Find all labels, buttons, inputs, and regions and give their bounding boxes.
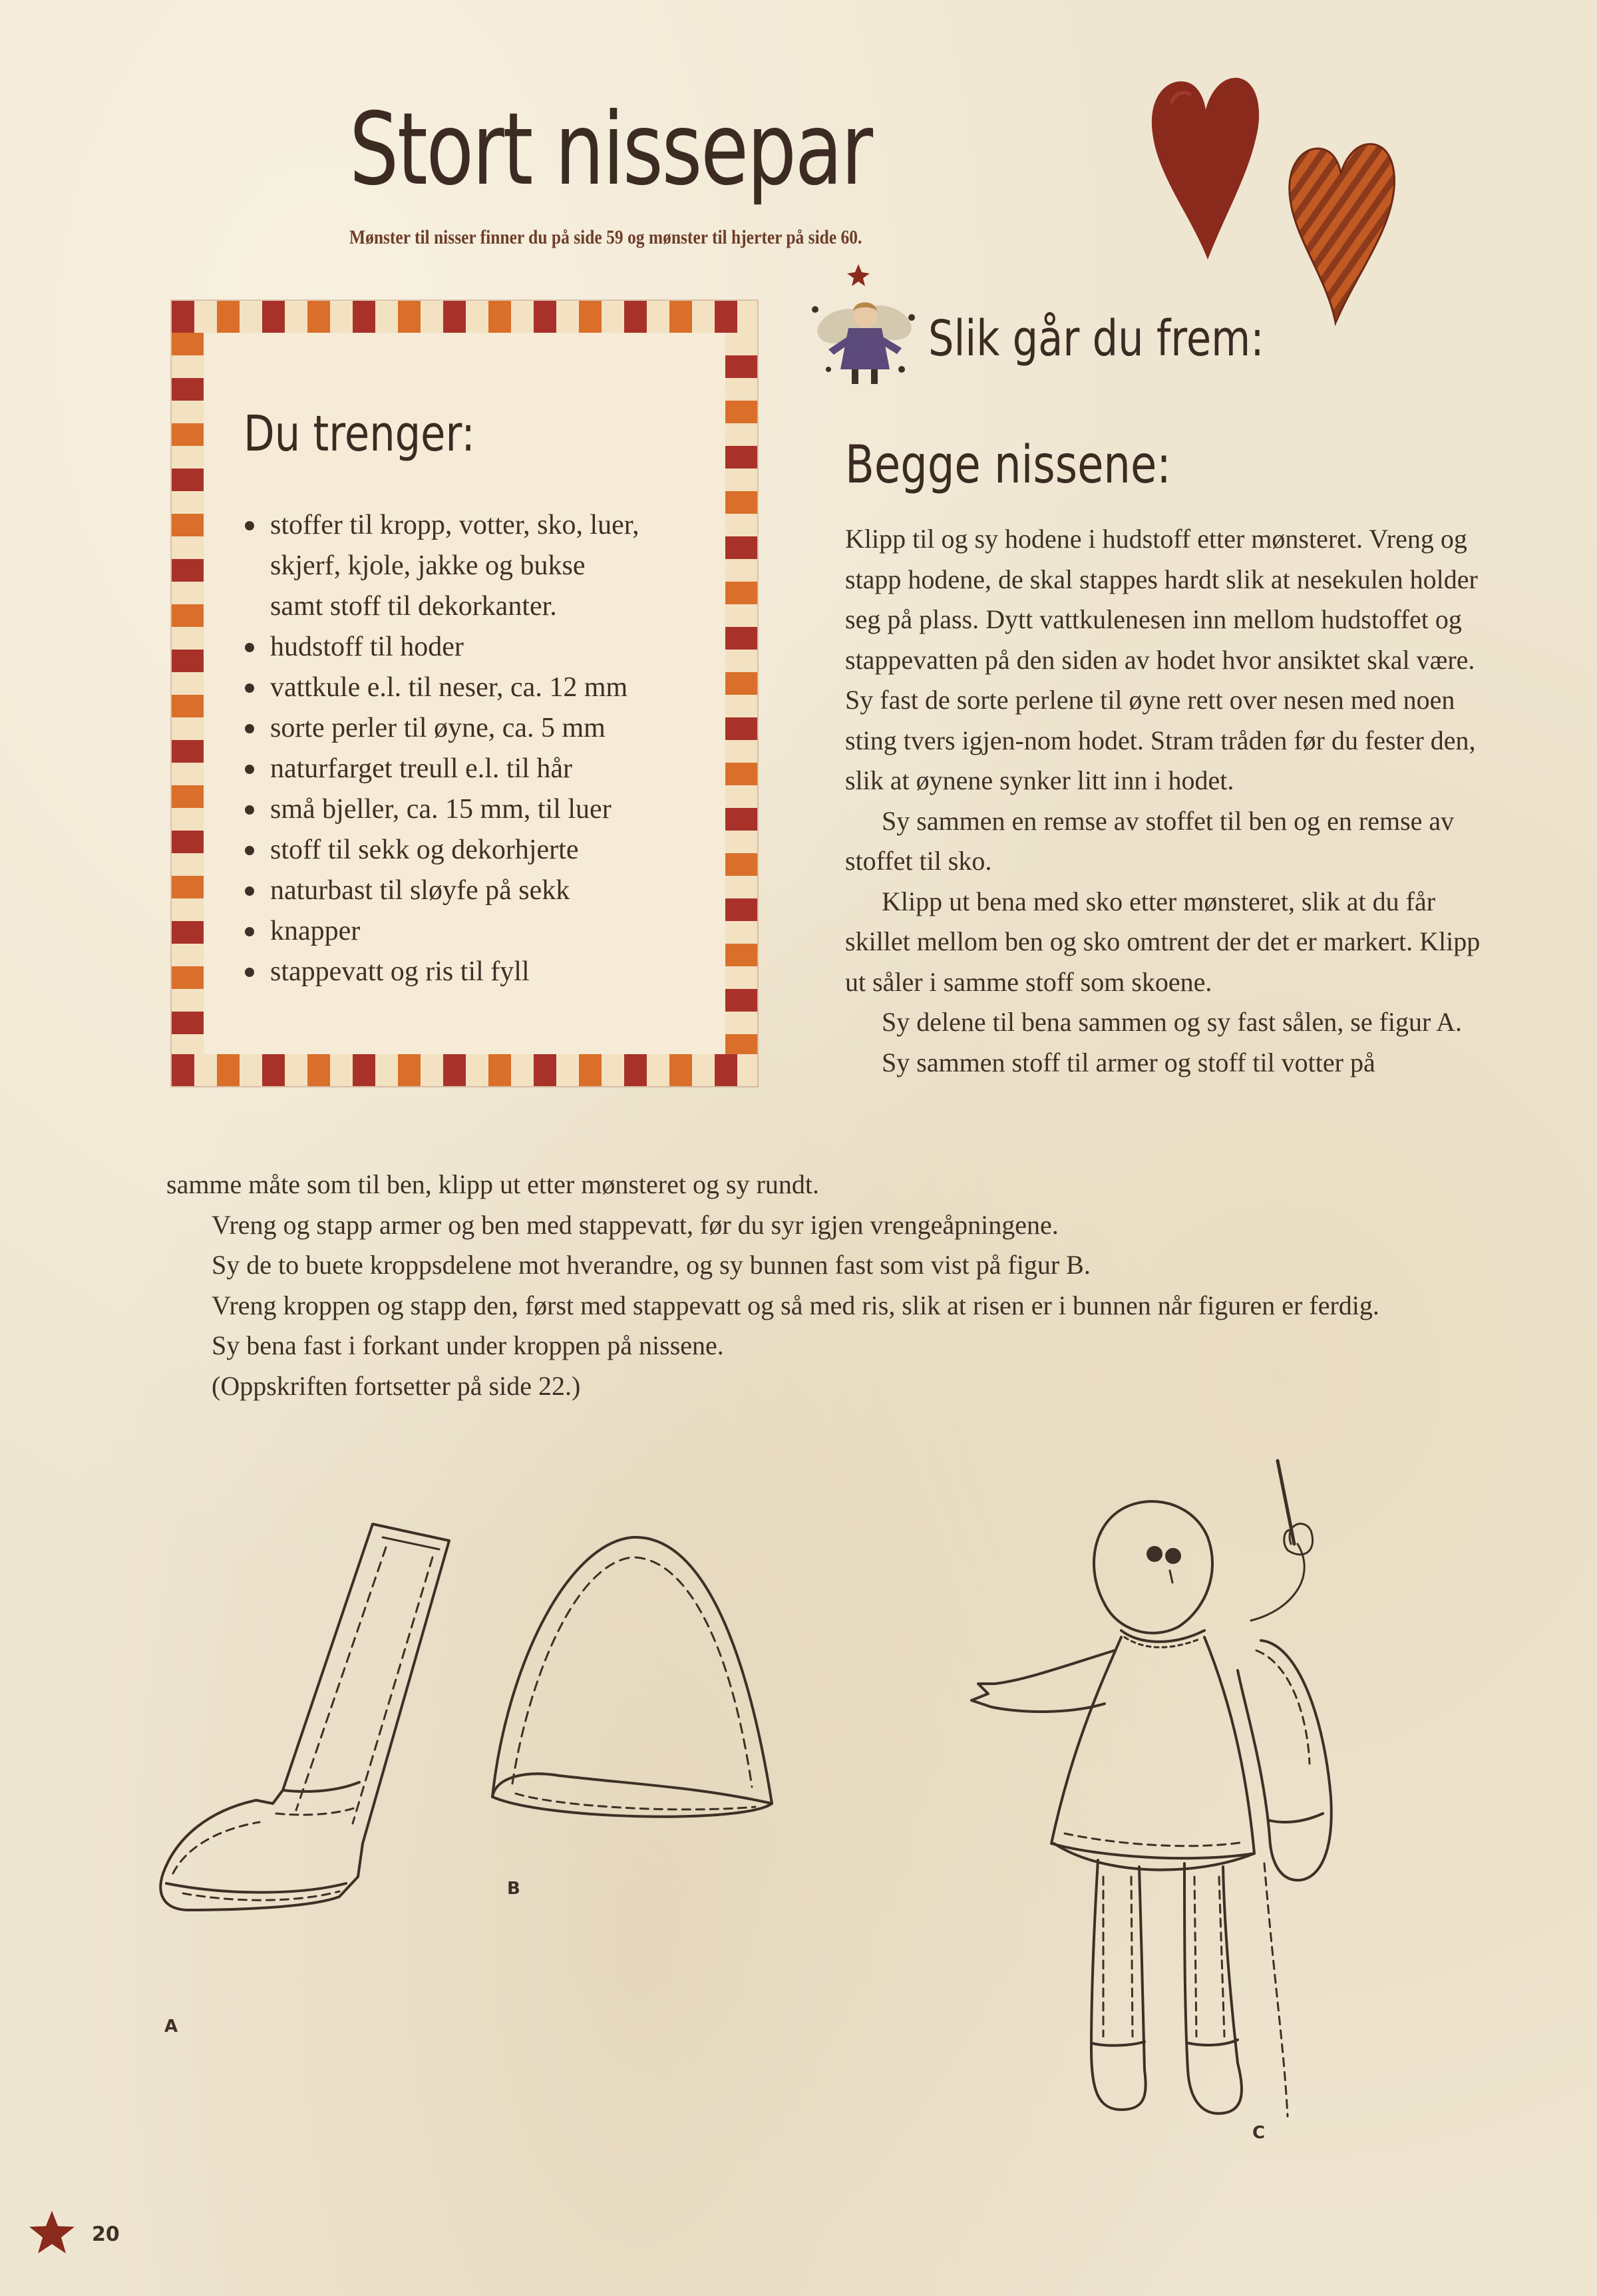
paragraph: Sy de to buete kroppsdelene mot hverandre, og sy bunnen fast som vist på figur B. bbox=[212, 1250, 1091, 1280]
figure-a-leg-drawing bbox=[146, 1511, 466, 1990]
materials-item-continuation: skjerf, kjole, jakke og bukse bbox=[270, 550, 586, 581]
materials-item: små bjeller, ca. 15 mm, til luer bbox=[244, 789, 712, 830]
paragraph: Sy sammen en remse av stoffet til ben og en remse av stoffet til sko. bbox=[845, 805, 1455, 876]
materials-item: stoff til sekk og dekorhjerte bbox=[244, 830, 712, 870]
paragraph: Vreng og stapp armer og ben med stappevatt, før du syr igjen vrengeåpningene. bbox=[212, 1209, 1059, 1240]
materials-heading: Du trenger: bbox=[244, 405, 475, 463]
materials-list bbox=[244, 505, 712, 992]
star-icon bbox=[28, 2209, 76, 2255]
materials-item: stappevatt og ris til fyll bbox=[244, 952, 712, 992]
page-title: Stort nissepar bbox=[349, 92, 872, 208]
paragraph: samme måte som til ben, klipp ut etter mønsteret og sy rundt. bbox=[166, 1169, 819, 1199]
heart-icon bbox=[1145, 63, 1264, 263]
page-number: 20 bbox=[92, 2223, 120, 2246]
figure-b-label: B bbox=[507, 1879, 520, 1899]
materials-item: knapper bbox=[244, 911, 712, 952]
figure-c-doll-drawing bbox=[892, 1451, 1437, 2156]
section-heading: Begge nissene: bbox=[845, 435, 1171, 495]
paragraph: Sy bena fast i forkant under kroppen på nissene. bbox=[212, 1330, 724, 1360]
angel-icon bbox=[802, 256, 928, 399]
figure-b-body-drawing bbox=[479, 1451, 798, 1877]
paragraph: Vreng kroppen og stapp den, først med stappevatt og så med ris, slik at risen er i bunnen når figuren er ferdig. bbox=[212, 1290, 1379, 1320]
instructions-heading: Slik går du frem: bbox=[928, 310, 1264, 367]
figure-c-label: C bbox=[1252, 2123, 1266, 2143]
materials-item: naturbast til sløyfe på sekk bbox=[244, 870, 712, 911]
paragraph: Klipp til og sy hodene i hudstoff etter mønsteret. Vreng og stapp hodene, de skal stappes hardt slik at nesekulen holder seg på plass. Dytt vattkulenesen inn mellom hudstoffet og stappevatten på den siden av hodet hvor ansiktet skal være. Sy fast de sorte perlene til øyne rett over nesen med noen sting tvers igjen-nom hodet. Stram tråden før du fester den, slik at øynene synker litt inn i hodet. bbox=[845, 524, 1478, 795]
striped-heart-icon bbox=[1281, 130, 1401, 329]
paragraph: (Oppskriften fortsetter på side 22.) bbox=[212, 1370, 581, 1401]
materials-item: vattkule e.l. til neser, ca. 12 mm bbox=[244, 668, 712, 708]
paragraph: Sy sammen stoff til armer og stoff til votter på bbox=[882, 1047, 1375, 1077]
materials-item: stoffer til kropp, votter, sko, luer, bbox=[244, 505, 712, 546]
materials-box-inner bbox=[204, 333, 725, 1054]
instructions-full-width bbox=[166, 1165, 1497, 1406]
materials-box bbox=[172, 301, 757, 1086]
figure-a-label: A bbox=[164, 2016, 178, 2036]
materials-item-continuation: samt stoff til dekorkanter. bbox=[270, 591, 557, 622]
materials-item: naturfarget treull e.l. til hår bbox=[244, 749, 712, 789]
materials-item: sorte perler til øyne, ca. 5 mm bbox=[244, 708, 712, 749]
paragraph: Klipp ut bena med sko etter mønsteret, slik at du får skillet mellom ben og sko omtrent der det er markert. Klipp ut såler i samme stoff som skoene. bbox=[845, 886, 1481, 997]
instructions-column bbox=[845, 519, 1504, 1083]
paragraph: Sy delene til bena sammen og sy fast sålen, se figur A. bbox=[882, 1007, 1463, 1037]
materials-item: hudstoff til hoder bbox=[244, 627, 712, 668]
page-subtitle: Mønster til nisser finner du på side 59 og mønster til hjerter på side 60. bbox=[349, 226, 862, 248]
